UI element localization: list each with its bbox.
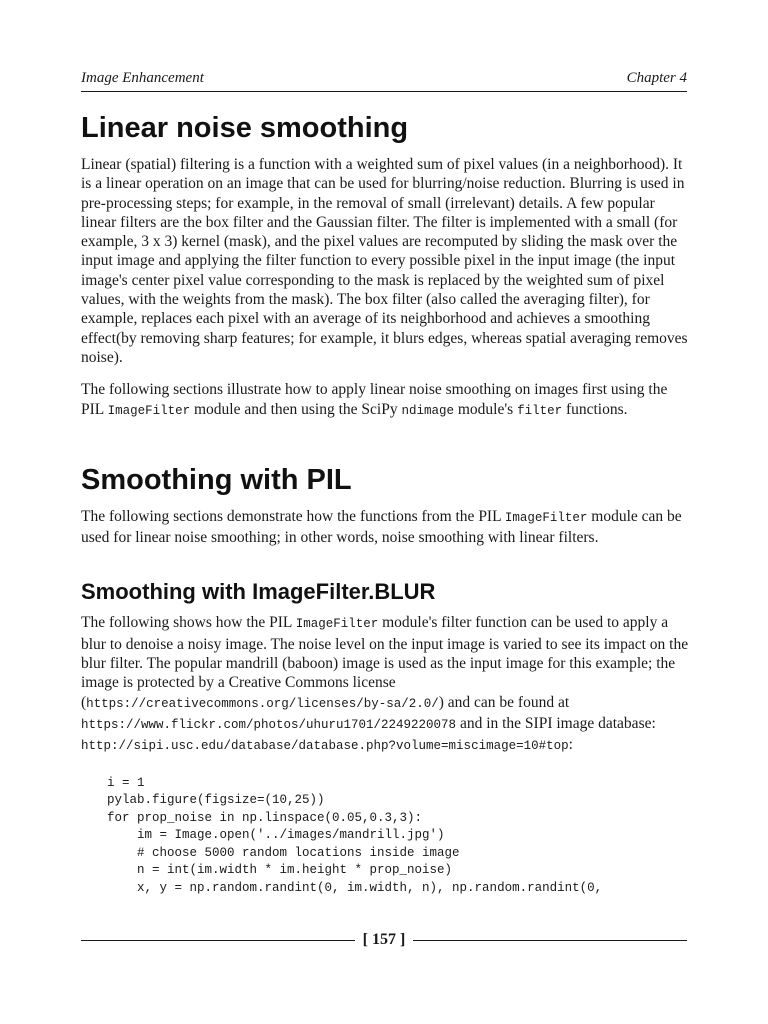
text-run: The following shows how the PIL: [81, 614, 296, 632]
running-header-chapter: Chapter 4: [626, 70, 687, 86]
footer-rule-right: [413, 940, 687, 941]
header-rule: [81, 91, 687, 92]
text-run: module's filter function can be used to apply a blur to denoise a noisy image. The noise level on the input image is varied to see its impact on the blur filter. The popular mandrill (baboon) image is used as the input image for this example; the image is protected by a Creative Commons license (: [81, 614, 689, 711]
sipi-database-link[interactable]: http://sipi.usc.edu/database/database.php?volume=miscimage=10#top: [81, 739, 569, 754]
running-header-title: Image Enhancement: [81, 70, 204, 86]
text-run: :: [568, 736, 573, 754]
text-run: module can be used for linear noise smoothing; in other words, noise smoothing with linear filters.: [81, 507, 682, 547]
inline-code: ImageFilter: [107, 403, 191, 418]
heading-smoothing-with-blur: Smoothing with ImageFilter.BLUR: [81, 579, 436, 605]
text-run: and in the SIPI image database:: [456, 714, 656, 732]
text-run: functions.: [562, 400, 628, 418]
heading-linear-noise-smoothing: Linear noise smoothing: [81, 112, 409, 144]
inline-code: filter: [517, 403, 563, 418]
paragraph-following-sections: [81, 380, 691, 421]
inline-code: ndimage: [401, 403, 454, 418]
inline-code: ImageFilter: [295, 617, 379, 632]
paragraph-linear-filtering: Linear (spatial) filtering is a function with a weighted sum of pixel values (in a neighborhood). It is a linear operation on an image that can be used for blurring/noise reduction. Blurring is used in pre-processing steps; for example, in the removal of small (irrelevant) details. A few popular linear filters are the box filter and the Gaussian filter. The filter is implemented with a small (for example, 3 x 3) kernel (mask), and the pixel values are recomputed by sliding the mask over the input image and applying the filter function to every possible pixel in the input image (the input image's center pixel value corresponding to the mask is replaced by the weighted sum of pixel values, with the weights from the mask). The box filter (also called the averaging filter), for example, replaces each pixel with an average of its neighborhood and achieves a smoothing effect(by removing sharp features; for example, it blurs edges, whereas spatial averaging removes noise).: [81, 156, 688, 366]
paragraph-blur-intro: [81, 613, 691, 756]
text-run: ) and can be found at: [438, 693, 570, 711]
page-content: [81, 107, 691, 897]
text-run: The following sections illustrate how to apply linear noise smoothing on images first using the PIL: [81, 381, 668, 418]
paragraph-pil-intro: [81, 507, 691, 548]
text-run: module's: [453, 400, 518, 418]
text-run: The following sections demonstrate how the functions from the PIL: [81, 507, 505, 525]
running-header: [81, 68, 687, 88]
footer-rule-left: [81, 940, 355, 941]
page-footer: [81, 929, 687, 951]
heading-smoothing-with-pil: Smoothing with PIL: [81, 463, 352, 496]
text-run: module and then using the SciPy: [190, 400, 402, 418]
code-block: i = 1 pylab.figure(figsize=(10,25)) for prop_noise in np.linspace(0.05,0.3,3): im = Image.open('../images/mandrill.jpg') # choose 5000 random locations inside image n = int(im.width * im.height * prop_noise) x, y = np.random.randint(0, im.width, n), np.random.randint(0,: [107, 775, 603, 895]
page-number: [ 157 ]: [362, 931, 406, 948]
flickr-link[interactable]: https://www.flickr.com/photos/uhuru1701/2249220078: [81, 717, 457, 732]
license-link[interactable]: https://creativecommons.org/licenses/by-sa/2.0/: [86, 696, 439, 711]
inline-code: ImageFilter: [504, 510, 588, 525]
